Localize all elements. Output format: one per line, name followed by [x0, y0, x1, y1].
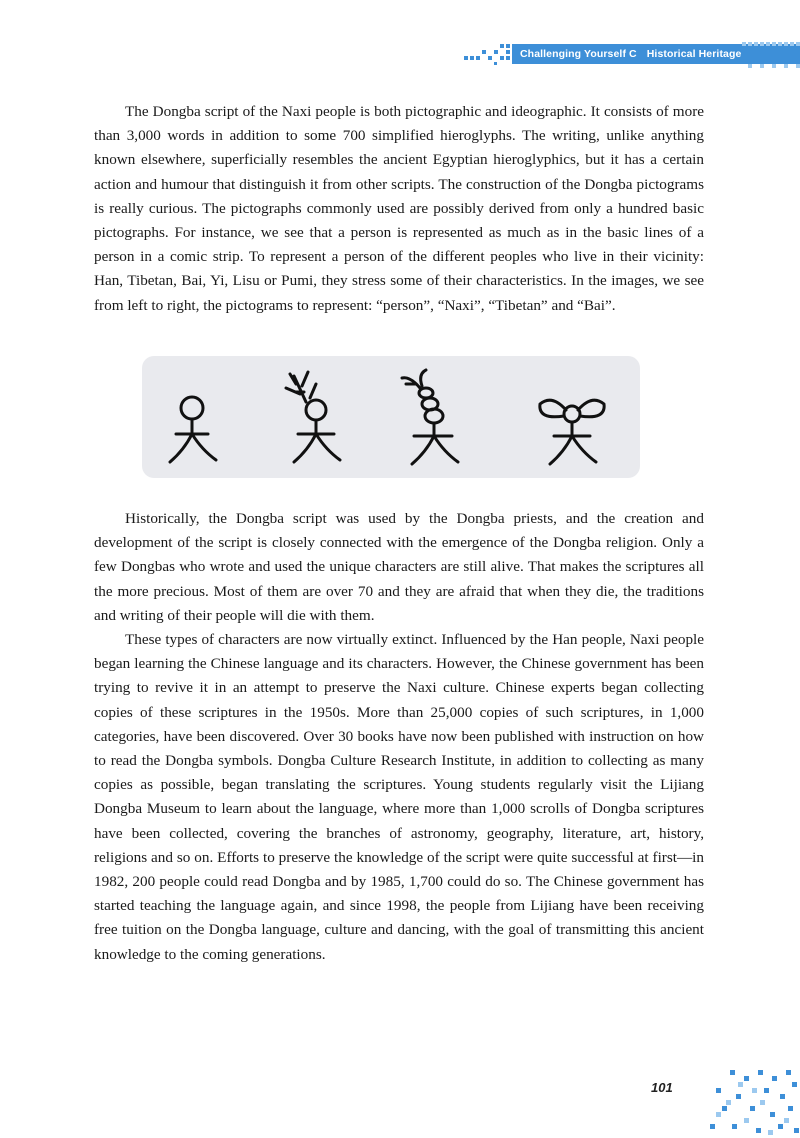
header-pixel-decoration-right — [740, 40, 800, 70]
pictogram-tibetan — [392, 364, 472, 472]
pictogram-figure — [142, 356, 640, 478]
paragraph-revival: These types of characters are now virtually extinct. Influenced by the Han people, Naxi people began learning the Chinese language and its characters. However, the Chinese government has been trying to revive it in an attempt to preserve the Naxi culture. Chinese experts began collecting copies of these scriptures in the 1950s. More than 25,000 copies of such scriptures, in 1,000 categories, have been discovered. Over 30 books have now been published with instruction on how to read the Dongba symbols. Dongba Culture Research Institute, in addition to collecting as many copies as possible, began translating the scriptures. Young students regularly visit the Lijiang Dongba Museum to learn about the language, where more than 1,000 scrolls of Dongba scriptures have been collected, covering the branches of astronomy, geography, literature, art, history, religions and so on. Efforts to preserve the knowledge of the script were quite successful at first—in 1982, 200 people could read Dongba and by 1985, 1,700 could do so. The Chinese government has started teaching the language again, and since 1998, the people from Lijiang have been receiving free tuition on the Dongba language, culture and dancing, with the goal of transmitting this ancient knowledge to the coming generations. — [94, 631, 704, 963]
page-number: 101 — [651, 1080, 673, 1095]
header-topic: Historical Heritage — [646, 48, 742, 60]
article-top — [94, 100, 704, 318]
pictogram-bai — [532, 364, 612, 472]
footer-pixel-decoration — [700, 1066, 800, 1138]
paragraph-history: Historically, the Dongba script was used by the Dongba priests, and the creation and development of the script is closely connected with the emergence of the Dongba religion. Only a few Dongbas who wrote and used the unique characters are still alive. That makes the scriptures all the more precious. Most of them are over 70 and they are afraid that when they die, the traditions and writing of their people will die with them. — [94, 510, 704, 624]
header-pixel-decoration-left — [462, 42, 512, 66]
pictogram-person — [152, 364, 232, 472]
header-section: Challenging Yourself C — [520, 48, 637, 60]
running-header — [520, 46, 741, 62]
article-bottom — [94, 507, 704, 967]
paragraph-intro: The Dongba script of the Naxi people is both pictographic and ideographic. It consists of more than 3,000 words in addition to some 700 simplified hieroglyphs. The writing, unlike anything known elsewhere, superficially resembles the ancient Egyptian hieroglyphics, but it has a certain action and humour that distinguish it from other scripts. The construction of the Dongba pictograms is really curious. The pictographs commonly used are possibly derived from only a hundred basic pictographs. For instance, we see that a person is represented as much as in the basic lines of a person in a comic strip. To represent a person of the different peoples who live in their vicinity: Han, Tibetan, Bai, Yi, Lisu or Pumi, they stress some of their characteristics. In the images, we see from left to right, the pictograms to represent: “person”, “Naxi”, “Tibetan” and “Bai”. — [94, 103, 704, 314]
pictogram-naxi — [274, 364, 354, 472]
